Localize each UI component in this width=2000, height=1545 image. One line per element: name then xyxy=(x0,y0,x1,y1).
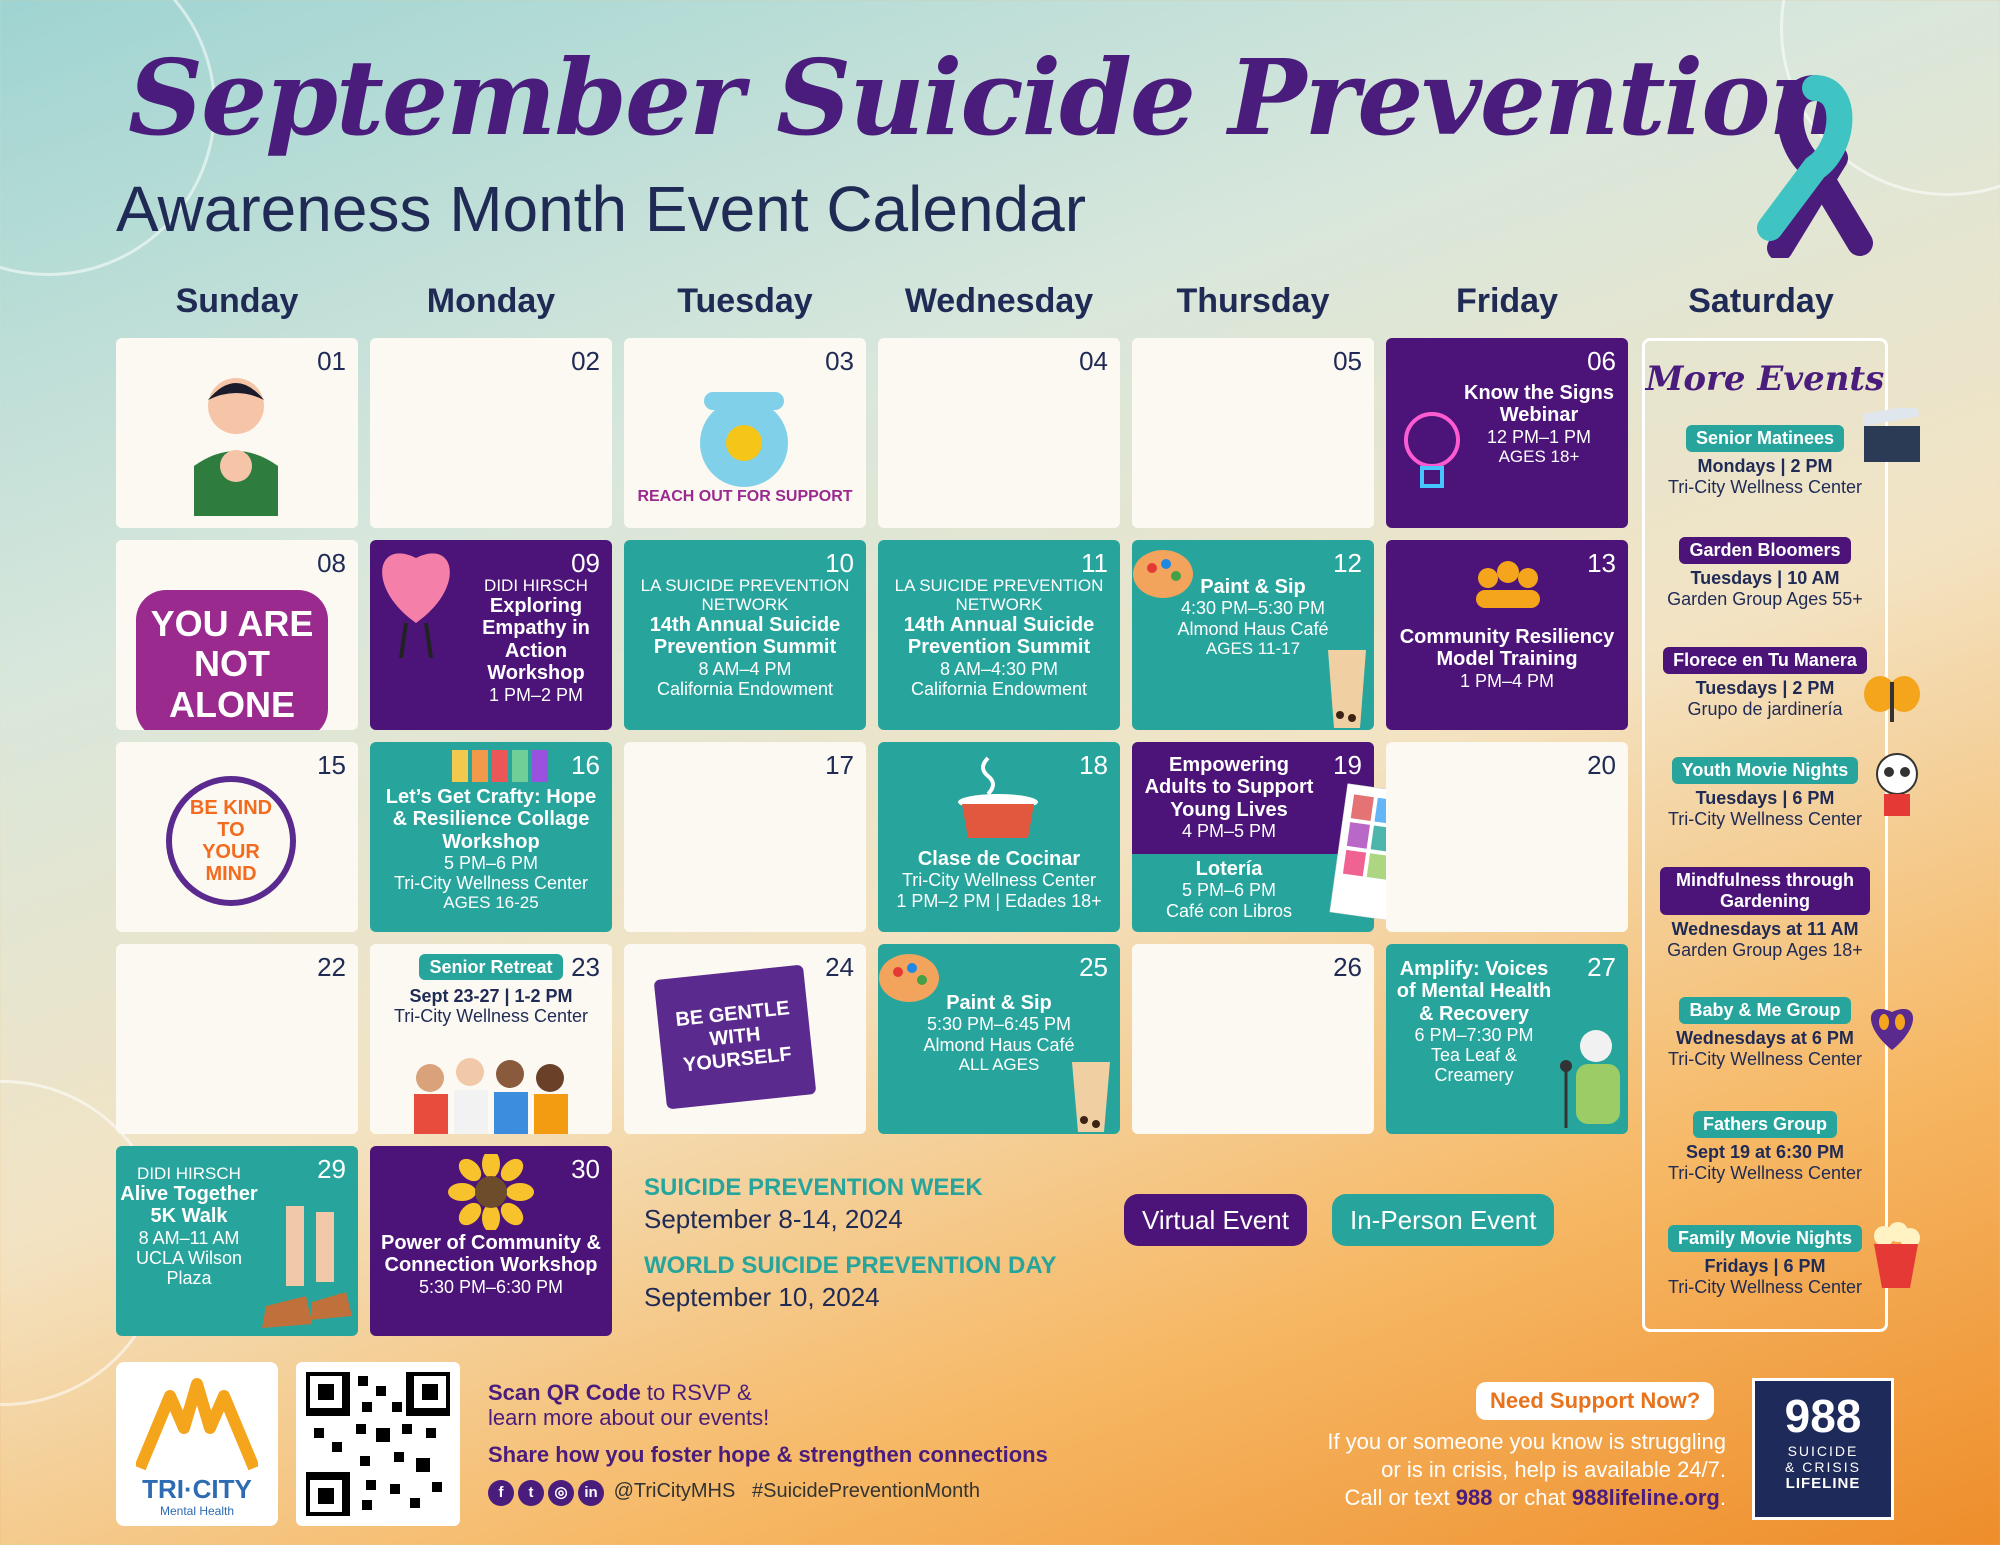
prevention-week-dates: September 8-14, 2024 xyxy=(644,1204,903,1234)
day-thursday: Thursday xyxy=(1176,282,1330,320)
lifeline-line-1: SUICIDE xyxy=(1787,1443,1859,1459)
event-place: Tri-City Wellness Center xyxy=(393,873,589,894)
event-title: Amplify: Voices of Mental Health & Recovery xyxy=(1396,958,1552,1025)
988-lifeline-logo xyxy=(1752,1378,1894,1520)
person-heart-illustration-icon xyxy=(176,366,296,516)
day-friday: Friday xyxy=(1455,282,1559,320)
calendar-day-17[interactable] xyxy=(624,742,866,932)
day-wednesday: Wednesday xyxy=(904,282,1094,320)
cooking-pot-icon xyxy=(948,754,1048,844)
day-number: 20 xyxy=(1587,750,1616,780)
page-subtitle: Awareness Month Event Calendar xyxy=(116,173,1087,245)
event-place: California Endowment xyxy=(656,679,834,699)
day-number: 29 xyxy=(317,1154,346,1184)
more-event-item[interactable] xyxy=(1645,997,1885,1070)
day-number: 12 xyxy=(1333,548,1362,578)
tri-city-logo xyxy=(116,1362,278,1526)
legend-in-person-event: In-Person Event xyxy=(1332,1194,1554,1246)
support-988[interactable]: 988 xyxy=(1455,1485,1493,1511)
more-event-name: Senior Matinees xyxy=(1686,425,1844,452)
more-events-panel xyxy=(1642,338,1888,1332)
day-number: 19 xyxy=(1333,750,1362,780)
event-time: 8 AM–11 AM xyxy=(138,1227,240,1248)
be-gentle-sticker xyxy=(654,965,817,1110)
day-number: 11 xyxy=(1081,548,1108,578)
event-time: 6 PM–7:30 PM xyxy=(1414,1025,1534,1046)
social-handle[interactable]: @TriCityMHS xyxy=(613,1480,736,1502)
more-event-item[interactable] xyxy=(1645,757,1885,830)
paint-tubes-icon xyxy=(450,746,550,786)
event-org: DIDI HIRSCH xyxy=(137,1164,241,1183)
seniors-group-icon xyxy=(390,1052,590,1134)
day-number: 06 xyxy=(1587,346,1616,376)
more-event-when: Tuesdays | 6 PM xyxy=(1695,788,1835,808)
calendar-day-23[interactable] xyxy=(370,944,612,1134)
day-number: 02 xyxy=(571,346,600,376)
facebook-icon[interactable]: f xyxy=(488,1480,514,1506)
day-monday: Monday xyxy=(426,282,556,320)
more-event-where: Garden Group Ages 18+ xyxy=(1667,940,1863,960)
day-number: 10 xyxy=(825,548,854,578)
day-number: 30 xyxy=(571,1154,600,1184)
more-event-name: Mindfulness through Gardening xyxy=(1660,867,1870,915)
logo-sub: Mental Health xyxy=(159,1504,235,1518)
event-time: 12 PM–1 PM xyxy=(1486,426,1592,447)
day-sunday: Sunday xyxy=(175,282,299,320)
more-event-where: Tri-City Wellness Center xyxy=(1667,1277,1863,1297)
day-number: 18 xyxy=(1079,750,1108,780)
event-time: 5:30 PM–6:45 PM xyxy=(926,1014,1072,1035)
more-event-item[interactable] xyxy=(1645,867,1885,961)
event-title: Let’s Get Crafty: Hope & Resilience Collage Workshop xyxy=(385,786,597,853)
twitter-icon[interactable]: t xyxy=(518,1480,544,1506)
calendar-day-15[interactable] xyxy=(116,742,358,932)
sunflower-icon xyxy=(448,1154,534,1230)
walking-shoes-icon xyxy=(256,1206,356,1334)
day-number: 03 xyxy=(825,346,854,376)
event-title: Lotería xyxy=(1195,858,1263,880)
instagram-icon[interactable]: ◎ xyxy=(548,1480,574,1506)
calendar-day-08[interactable] xyxy=(116,540,358,730)
sticker-text: BE KIND TO YOUR MIND xyxy=(189,797,273,885)
calendar-day-25[interactable] xyxy=(878,944,1120,1134)
day-tuesday: Tuesday xyxy=(677,282,813,320)
more-event-item[interactable] xyxy=(1645,425,1885,498)
support-line-1: If you or someone you know is struggling xyxy=(1327,1429,1726,1454)
day-number: 04 xyxy=(1079,346,1108,376)
calendar-day-04[interactable] xyxy=(878,338,1120,528)
day-number: 13 xyxy=(1587,548,1616,578)
community-group-icon xyxy=(1468,554,1548,610)
calendar-day-12[interactable] xyxy=(1132,540,1374,730)
support-line-2: or is in crisis, help is available 24/7. xyxy=(1381,1457,1726,1483)
event-title: Paint & Sip xyxy=(1200,576,1306,598)
more-event-where: Grupo de jardinería xyxy=(1687,699,1843,719)
more-event-item[interactable] xyxy=(1645,537,1885,610)
event-time: 4 PM–5 PM xyxy=(1181,821,1277,842)
calendar-day-24[interactable] xyxy=(624,944,866,1134)
event-title: Community Resiliency Model Training xyxy=(1399,626,1615,671)
more-event-when: Sept 19 at 6:30 PM xyxy=(1685,1142,1845,1162)
event-title: Alive Together 5K Walk xyxy=(120,1183,258,1228)
day-number: 22 xyxy=(317,952,346,982)
scan-qr-bold: Scan QR Code xyxy=(488,1380,641,1405)
more-event-name: Florece en Tu Manera xyxy=(1663,647,1867,674)
legend-virtual-event: Virtual Event xyxy=(1124,1194,1307,1246)
event-place: Almond Haus Café xyxy=(1177,618,1329,639)
calendar-day-01[interactable] xyxy=(116,338,358,528)
more-event-where: Tri-City Wellness Center xyxy=(1667,809,1863,829)
more-event-when: Wednesdays at 11 AM xyxy=(1671,919,1859,939)
event-age: ALL AGES xyxy=(958,1054,1040,1074)
lifeline-line-2: & CRISIS xyxy=(1785,1459,1861,1475)
event-time: 1 PM–4 PM xyxy=(1459,670,1555,691)
social-hashtag: #SuicidePreventionMonth xyxy=(752,1480,980,1502)
day-number: 08 xyxy=(317,548,346,578)
need-support-badge: Need Support Now? xyxy=(1476,1382,1714,1420)
day-number: 27 xyxy=(1587,952,1616,982)
event-place: UCLA Wilson Plaza xyxy=(135,1247,243,1289)
event-place: Tri-City Wellness Center xyxy=(901,870,1097,891)
more-event-when: Fridays | 6 PM xyxy=(1704,1256,1826,1276)
more-event-name: Youth Movie Nights xyxy=(1672,757,1859,784)
more-event-name: Garden Bloomers xyxy=(1679,537,1850,564)
event-title: Paint & Sip xyxy=(946,992,1052,1014)
event-time: 8 AM–4 PM xyxy=(698,658,792,679)
event-title: Clase de Cocinar xyxy=(917,848,1081,870)
scan-qr-rest: to RSVP & xyxy=(640,1380,752,1405)
day-number: 01 xyxy=(317,346,346,376)
heart-character-icon xyxy=(370,540,466,668)
event-age: AGES 16-25 xyxy=(443,893,539,913)
day-number: 15 xyxy=(317,750,346,780)
more-event-where: Garden Group Ages 55+ xyxy=(1667,589,1863,609)
more-event-item[interactable] xyxy=(1645,1225,1885,1298)
more-event-item[interactable] xyxy=(1645,1111,1885,1184)
sticker-text: YOU ARE NOT ALONE xyxy=(136,590,328,730)
calendar-day-06[interactable] xyxy=(1386,338,1628,528)
speaker-microphone-icon xyxy=(1552,1020,1628,1132)
prevention-day-date: September 10, 2024 xyxy=(644,1282,880,1312)
more-event-when: Tuesdays | 2 PM xyxy=(1695,678,1835,698)
event-time: 1 PM–2 PM xyxy=(488,684,584,705)
day-number: 16 xyxy=(571,750,600,780)
event-place: Almond Haus Café xyxy=(923,1034,1075,1055)
day-number: 09 xyxy=(571,548,600,578)
tri-city-logo-icon xyxy=(136,1376,258,1472)
event-date: Sept 23-27 | 1-2 PM xyxy=(409,986,573,1007)
butterfly-icon xyxy=(1862,674,1922,726)
prevention-day-label: WORLD SUICIDE PREVENTION DAY xyxy=(644,1252,1057,1279)
more-event-where: Tri-City Wellness Center xyxy=(1667,1163,1863,1183)
event-place: California Endowment xyxy=(910,679,1088,699)
day-number: 23 xyxy=(571,952,600,982)
calendar-day-30[interactable] xyxy=(370,1146,612,1336)
calendar-day-26[interactable] xyxy=(1132,944,1374,1134)
event-time: 5:30 PM–6:30 PM xyxy=(418,1276,564,1297)
panda-popcorn-icon xyxy=(1872,752,1922,818)
event-title: 14th Annual Suicide Prevention Summit xyxy=(903,614,1095,659)
linkedin-icon[interactable]: in xyxy=(578,1480,604,1506)
event-time: 1 PM–2 PM | Edades 18+ xyxy=(896,890,1102,911)
sticker-text: REACH OUT FOR SUPPORT xyxy=(637,488,853,505)
event-place: Tri-City Wellness Center xyxy=(393,1006,589,1027)
event-time: 4:30 PM–5:30 PM xyxy=(1180,598,1326,619)
awareness-ribbon-icon xyxy=(1740,48,1890,258)
more-event-where: Tri-City Wellness Center xyxy=(1667,1049,1863,1069)
event-title: 14th Annual Suicide Prevention Summit xyxy=(649,614,841,659)
day-saturday: Saturday xyxy=(1688,282,1834,320)
page-title: September Suicide Prevention xyxy=(128,36,1843,159)
scan-qr-line2: learn more about our events! xyxy=(488,1405,770,1431)
lifeline-line-3: LIFELINE xyxy=(1785,1475,1861,1492)
day-number: 26 xyxy=(1333,952,1362,982)
event-place: Tea Leaf & Creamery xyxy=(1430,1045,1518,1086)
share-message: Share how you foster hope & strengthen connections xyxy=(488,1442,1048,1467)
calendar-day-03[interactable] xyxy=(624,338,866,528)
calendar-day-22[interactable] xyxy=(116,944,358,1134)
calendar-day-13[interactable] xyxy=(1386,540,1628,730)
more-event-name: Baby & Me Group xyxy=(1679,997,1850,1024)
event-title: Empowering Adults to Support Young Lives xyxy=(1144,754,1314,821)
prevention-week-label: SUICIDE PREVENTION WEEK xyxy=(644,1174,983,1201)
event-time: 8 AM–4:30 PM xyxy=(939,658,1059,679)
more-event-name: Family Movie Nights xyxy=(1668,1225,1862,1252)
logo-name: TRI·CITY xyxy=(142,1474,252,1504)
more-event-when: Tuesdays | 10 AM xyxy=(1690,568,1840,588)
rsvp-qr-code[interactable] xyxy=(296,1362,460,1526)
event-time: 5 PM–6 PM xyxy=(443,853,539,874)
telephone-sticker-icon xyxy=(674,368,814,508)
clapperboard-icon xyxy=(1860,408,1924,464)
day-number: 05 xyxy=(1333,346,1362,376)
support-line-3a: Call or text xyxy=(1344,1485,1456,1511)
sticker-text: BE GENTLE WITH YOURSELF xyxy=(674,996,793,1077)
calendar-day-11[interactable] xyxy=(878,540,1120,730)
event-time: 5 PM–6 PM xyxy=(1181,880,1277,901)
event-title: Exploring Empathy in Action Workshop xyxy=(482,595,590,685)
event-org: DIDI HIRSCH xyxy=(484,576,588,595)
be-kind-sticker xyxy=(166,776,296,906)
popcorn-icon xyxy=(1870,1222,1922,1290)
more-event-when: Mondays | 2 PM xyxy=(1697,456,1833,476)
calendar-day-02[interactable] xyxy=(370,338,612,528)
lifeline-number: 988 xyxy=(1784,1390,1862,1442)
more-events-title: More Events xyxy=(1645,359,1885,399)
event-age: AGES 18+ xyxy=(1498,446,1580,466)
day-number: 25 xyxy=(1079,952,1108,982)
qr-code-icon xyxy=(306,1372,450,1516)
calendar-day-05[interactable] xyxy=(1132,338,1374,528)
event-org: LA SUICIDE PREVENTION NETWORK xyxy=(640,576,850,615)
event-badge: Senior Retreat xyxy=(419,954,562,980)
more-event-when: Wednesdays at 6 PM xyxy=(1676,1028,1854,1048)
calendar-day-29[interactable] xyxy=(116,1146,358,1336)
day-number: 17 xyxy=(825,750,854,780)
calendar-day-18[interactable] xyxy=(878,742,1120,932)
baby-feet-heart-icon xyxy=(1862,996,1922,1052)
event-age: AGES 11-17 xyxy=(1205,638,1301,658)
more-event-name: Fathers Group xyxy=(1693,1111,1837,1138)
event-place: Café con Libros xyxy=(1165,900,1293,921)
calendar-day-20[interactable] xyxy=(1386,742,1628,932)
more-event-item[interactable] xyxy=(1645,647,1885,720)
more-event-where: Tri-City Wellness Center xyxy=(1667,477,1863,497)
day-number: 24 xyxy=(825,952,854,982)
calendar-day-27[interactable] xyxy=(1386,944,1628,1134)
calendar-day-09[interactable] xyxy=(370,540,612,730)
event-org: LA SUICIDE PREVENTION NETWORK xyxy=(894,576,1104,615)
event-title: Power of Community & Connection Workshop xyxy=(380,1232,601,1277)
support-line-3b: or chat xyxy=(1492,1485,1572,1511)
support-site-link[interactable]: 988lifeline.org xyxy=(1571,1485,1720,1511)
calendar-day-10[interactable] xyxy=(624,540,866,730)
calendar-day-16[interactable] xyxy=(370,742,612,932)
event-title: Know the Signs Webinar xyxy=(1464,382,1614,427)
